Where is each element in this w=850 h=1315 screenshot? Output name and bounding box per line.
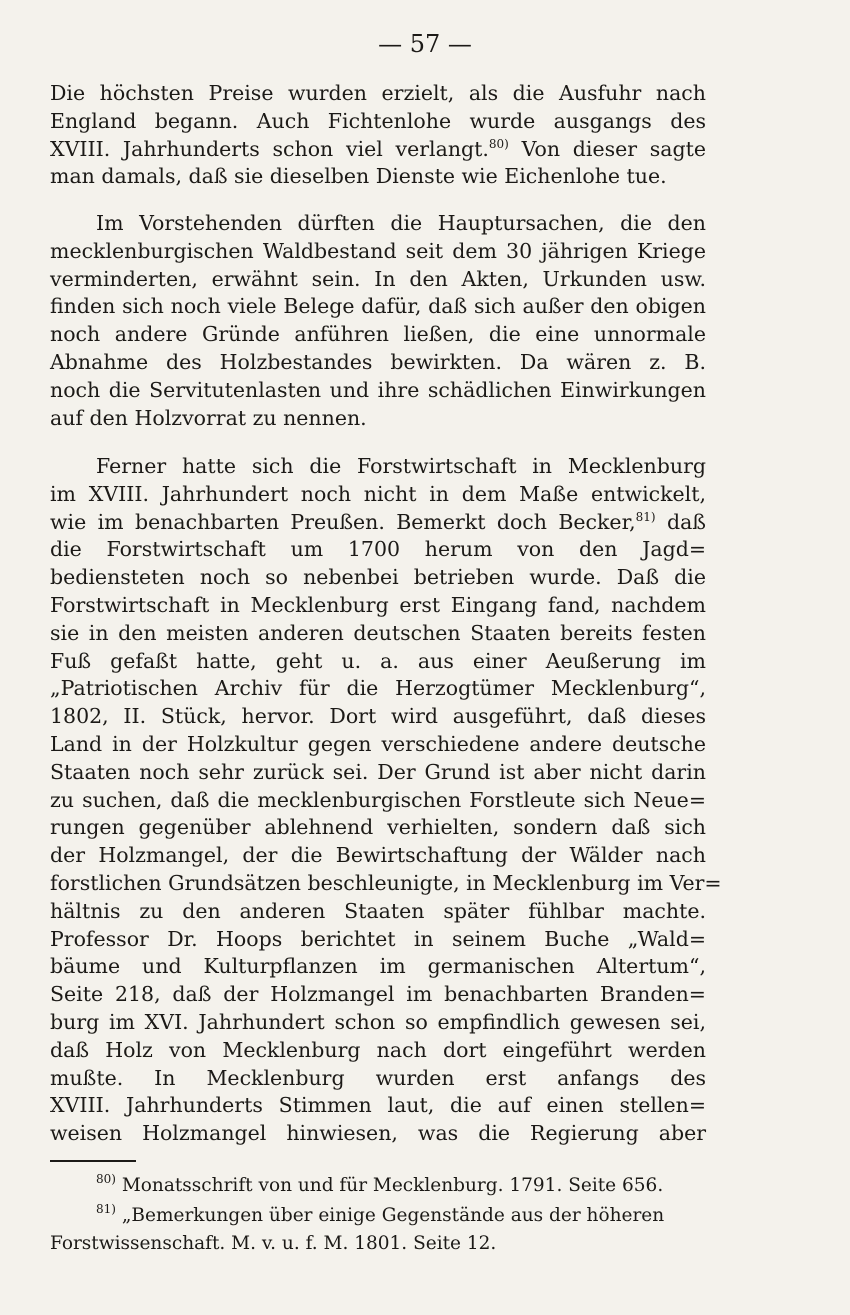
text-line: Seite 218, daß der Holzmangel im benachbarten Branden= [50, 982, 706, 1007]
footnote-80 [50, 1172, 706, 1200]
text-line: hältnis zu den anderen Staaten später fühlbar machte. [50, 898, 706, 923]
paragraph-2 [50, 210, 706, 432]
footnote-line [50, 1202, 706, 1230]
text-line: „Patriotischen Archiv für die Herzogtümer Mecklenburg“, [50, 676, 706, 701]
paragraph-3 [50, 453, 722, 1148]
text-line: Die höchsten Preise wurden erzielt, als die Ausfuhr nach [50, 81, 706, 105]
text-line: rungen gegenüber ablehnend verhielten, sondern daß sich [50, 815, 706, 840]
footnote-line [50, 1172, 706, 1200]
text-line: auf den Holzvorrat zu nennen. [50, 405, 367, 430]
text-line: die Forstwirtschaft um 1700 herum von den Jagd= [50, 537, 706, 562]
text-fragment: XVIII. Jahrhunderts schon viel verlangt. [50, 136, 489, 161]
text-line: zu suchen, daß die mecklenburgischen Forstleute sich Neue= [50, 787, 706, 812]
text-line: finden sich noch viele Belege dafür, daß sich außer den obigen [50, 294, 706, 319]
text-line: forstlichen Grundsätzen beschleunigte, in Mecklenburg im Ver= [50, 870, 722, 895]
text-line: verminderten, erwähnt sein. In den Akten, Urkunden usw. [50, 266, 706, 291]
text-line: 1802, II. Stück, hervor. Dort wird ausgeführt, daß dieses [50, 704, 706, 729]
text-line [50, 509, 706, 537]
footnote-number: 81) [96, 1202, 116, 1216]
text-line: man damals, daß sie dieselben Dienste wie Eichenlohe tue. [50, 164, 667, 189]
text-fragment: wie im benachbarten Preußen. Bemerkt doch Becker, [50, 509, 636, 534]
text-line: Forstwirtschaft in Mecklenburg erst Eingang fand, nachdem [50, 592, 706, 617]
text-line: sie in den meisten anderen deutschen Staaten bereits festen [50, 620, 706, 645]
text-fragment: Von dieser sagte [508, 136, 706, 161]
text-line: bäume und Kulturpflanzen im germanischen Altertum“, [50, 954, 706, 979]
footnote-text: Monatsschrift von und für Mecklenburg. 1791. Seite 656. [121, 1175, 664, 1196]
text-line: Ferner hatte sich die Forstwirtschaft in Mecklenburg [96, 454, 706, 478]
paragraph-1 [50, 80, 706, 191]
text-line: mußte. In Mecklenburg wurden erst anfangs des [50, 1065, 706, 1090]
text-line: Fuß gefaßt hatte, geht u. a. aus einer Aeußerung im [50, 648, 706, 673]
footnote-line: Forstwissenschaft. M. v. u. f. M. 1801. Seite 12. [50, 1233, 497, 1254]
text-line [50, 136, 706, 164]
text-line: daß Holz von Mecklenburg nach dort eingeführt werden [50, 1037, 706, 1062]
text-line: England begann. Auch Fichtenlohe wurde ausgangs des [50, 108, 706, 133]
text-line: Land in der Holzkultur gegen verschiedene andere deutsche [50, 731, 706, 756]
text-line: der Holzmangel, der die Bewirtschaftung der Wälder nach [50, 843, 706, 868]
text-line: mecklenburgischen Waldbestand seit dem 30 jährigen Kriege [50, 238, 706, 263]
text-line: Professor Dr. Hoops berichtet in seinem Buche „Wald= [50, 926, 706, 951]
footnote-81 [50, 1202, 706, 1258]
text-line: Staaten noch sehr zurück sei. Der Grund ist aber nicht darin [50, 759, 706, 784]
text-line: burg im XVI. Jahrhundert schon so empfindlich gewesen sei, [50, 1009, 706, 1034]
text-line: im XVIII. Jahrhundert noch nicht in dem Maße entwickelt, [50, 481, 706, 506]
text-line: noch andere Gründe anführen ließen, die eine unnormale [50, 322, 706, 347]
footnote-divider [50, 1160, 136, 1162]
text-line: XVIII. Jahrhunderts Stimmen laut, die auf einen stellen= [50, 1093, 706, 1118]
page-number: — 57 — [378, 30, 472, 58]
text-line: noch die Servitutenlasten und ihre schädlichen Einwirkungen [50, 377, 706, 402]
footnote-ref-80: 80) [488, 136, 509, 151]
text-line: Abnahme des Holzbestandes bewirkten. Da wären z. B. [50, 349, 706, 374]
text-line: Im Vorstehenden dürften die Hauptursachen, die den [96, 211, 706, 235]
text-line: weisen Holzmangel hinwiesen, was die Regierung aber [50, 1121, 706, 1146]
text-line: bediensteten noch so nebenbei betrieben wurde. Daß die [50, 565, 706, 590]
footnote-ref-81: 81) [635, 509, 656, 524]
footnote-number: 80) [96, 1172, 116, 1186]
footnote-text: „Bemerkungen über einige Gegenstände aus der höheren [121, 1205, 665, 1226]
text-fragment: daß [655, 509, 706, 534]
